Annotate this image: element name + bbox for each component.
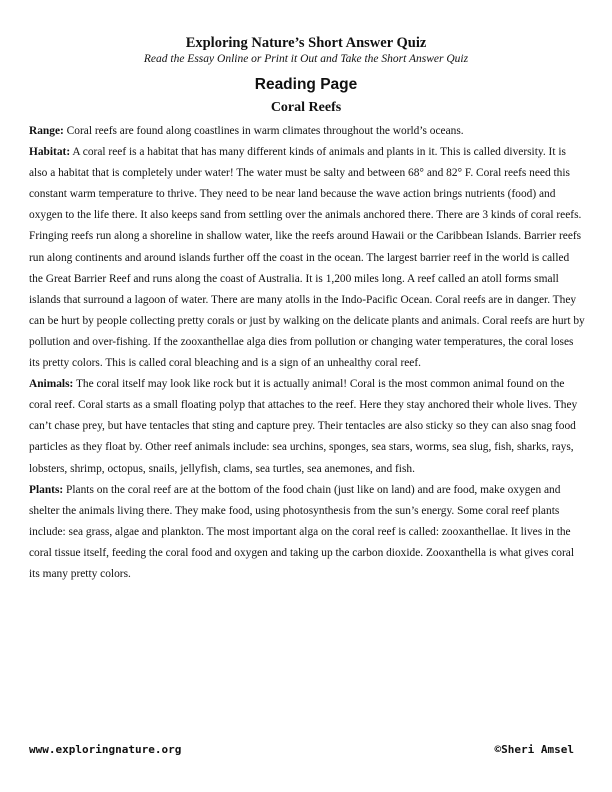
range-text: Coral reefs are found along coastlines in warm climates throughout the world’s oceans. (66, 125, 464, 137)
habitat-paragraph (29, 142, 585, 374)
footer-copyright: ©Sheri Amsel (494, 743, 574, 756)
footer-website: www.exploringnature.org (29, 743, 182, 756)
animals-text: The coral itself may look like rock but it is actually animal! Coral is the most common animal found on the coral reef. Coral starts as a small floating polyp that attaches to the reef. Here they stay anchored their whole lives. They can’t chase prey, but have tentacles that sting and capture prey. Their tentacles are also sticky so they can also snag food particles as they float by. Other reef animals include: sea urchins, sponges, sea stars, worms, sea slug, fish, sharks, rays, lobsters, shrimp, octopus, snails, jellyfish, clams, sea turtles, sea anemones, and fish. (29, 378, 578, 475)
habitat-text: A coral reef is a habitat that has many different kinds of animals and plants in it. This is called diversity. It is also a habitat that is completely under water! The water must be salty and between 68° and 82° F. Coral reefs need this constant warm temperature to thrive. They need to be near land because the wave action brings nutrients (food) and oxygen to the life there. It also keeps sand from settling over the animals anchored there. There are 3 kinds of coral reefs. Fringing reefs run along a shoreline in shallow water, like the reefs around Hawaii or the Caribbean Islands. Barrier reefs run along continents and around islands further off the coast in the ocean. The largest barrier reef in the world is called the Great Barrier Reef and runs along the coast of Australia. It is 1,200 miles long. A reef called an atoll forms small islands that surround a lagoon of water. There are many atolls in the Indo-Pacific Ocean. Coral reefs are in danger. They can be hurt by people collecting pretty corals or just by walking on the delicate plants and animals. Coral reefs are hurt by pollution and over-fishing. If the zooxanthellae alga dies from pollution or changing water temperatures, the coral loses its pretty colors. This is called coral bleaching and is a sign of an unhealthy coral reef. (29, 146, 585, 370)
animals-label: Animals: (29, 378, 74, 391)
article-title: Coral Reefs (270, 100, 342, 115)
page-header (0, 34, 612, 117)
article-body (29, 121, 585, 585)
habitat-label: Habitat: (29, 146, 71, 159)
plants-text: Plants on the coral reef are at the bottom of the food chain (just like on land) and are food, make oxygen and shelter the animals living there. They make food, using photosynthesis from the sun’s energy. Some coral reef plants include: sea grass, algae and plankton. The most important alga on the coral reef is called: zooxanthellae. It lives in the coral tissue itself, feeding the coral food and oxygen and taking up the carbon dioxide. Zooxanthella is what gives coral its many pretty colors. (29, 483, 575, 580)
plants-label: Plants: (29, 483, 64, 496)
range-paragraph (29, 121, 585, 142)
animals-paragraph (29, 374, 585, 479)
range-label: Range: (29, 125, 64, 137)
plants-paragraph (29, 480, 585, 585)
page-label: Reading Page (254, 76, 358, 93)
quiz-subtitle: Read the Essay Online or Print it Out and Take the Short Answer Quiz (143, 53, 469, 65)
quiz-title: Exploring Nature’s Short Answer Quiz (185, 35, 427, 51)
